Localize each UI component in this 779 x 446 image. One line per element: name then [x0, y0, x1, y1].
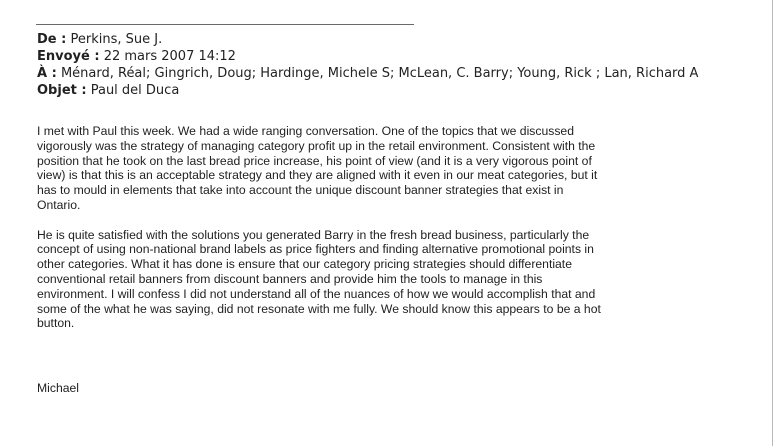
sent-row	[37, 48, 767, 65]
header-divider	[36, 24, 414, 25]
subject-label: Objet :	[37, 83, 87, 98]
body-line: conventional retail banners from discount banners and provide him the tools to manage in this	[37, 271, 543, 286]
body-line: vigorously was the strategy of managing category profit up in the retail environment. Consistent with the	[37, 138, 596, 153]
page-edge	[772, 0, 773, 446]
body-line: Ontario.	[37, 197, 81, 212]
from-value: Perkins, Sue J.	[70, 32, 163, 47]
subject-row	[37, 82, 767, 99]
sent-value: 22 mars 2007 14:12	[103, 49, 236, 64]
body-line: environment. I will confess I did not understand all of the nuances of how we would accomplish that and	[37, 286, 596, 301]
sent-label: Envoyé :	[37, 49, 100, 64]
body-line: other categories. What it has done is ensure that our category pricing strategies should differentiate	[37, 257, 572, 272]
body-paragraph-1	[37, 124, 757, 213]
body-line: view) is that this is an acceptable strategy and they are aligned with it even in our meat categories, but it	[37, 168, 598, 183]
body-line: He is quite satisfied with the solutions you generated Barry in the fresh bread business, particularly the	[37, 227, 590, 242]
to-value: Ménard, Réal; Gingrich, Doug; Hardinge, Michele S; McLean, C. Barry; Young, Rick ; Lan, Richard A	[60, 66, 699, 81]
body-line: position that he took on the last bread price increase, his point of view (and it is a very vigorous point of	[37, 153, 592, 168]
subject-value: Paul del Duca	[90, 83, 180, 98]
signature: Michael	[37, 381, 79, 395]
body-line: button.	[37, 316, 75, 331]
email-header	[37, 31, 767, 99]
body-line: concept of using non-national brand labels as price fighters and finding alternative promotional points in	[37, 242, 594, 257]
body-line: some of the what he was saying, did not resonate with me fully. We should know this appears to be a hot	[37, 301, 601, 316]
body-line: I met with Paul this week. We had a wide ranging conversation. One of the topics that we discussed	[37, 124, 574, 138]
body-line: has to mould in elements that take into account the unique discount banner strategies that exist in	[37, 183, 564, 198]
body-paragraph-2	[37, 228, 757, 332]
from-label: De :	[37, 32, 67, 47]
from-row	[37, 31, 767, 48]
to-label: À :	[37, 66, 57, 81]
to-row	[37, 65, 767, 82]
email-body	[37, 124, 757, 346]
